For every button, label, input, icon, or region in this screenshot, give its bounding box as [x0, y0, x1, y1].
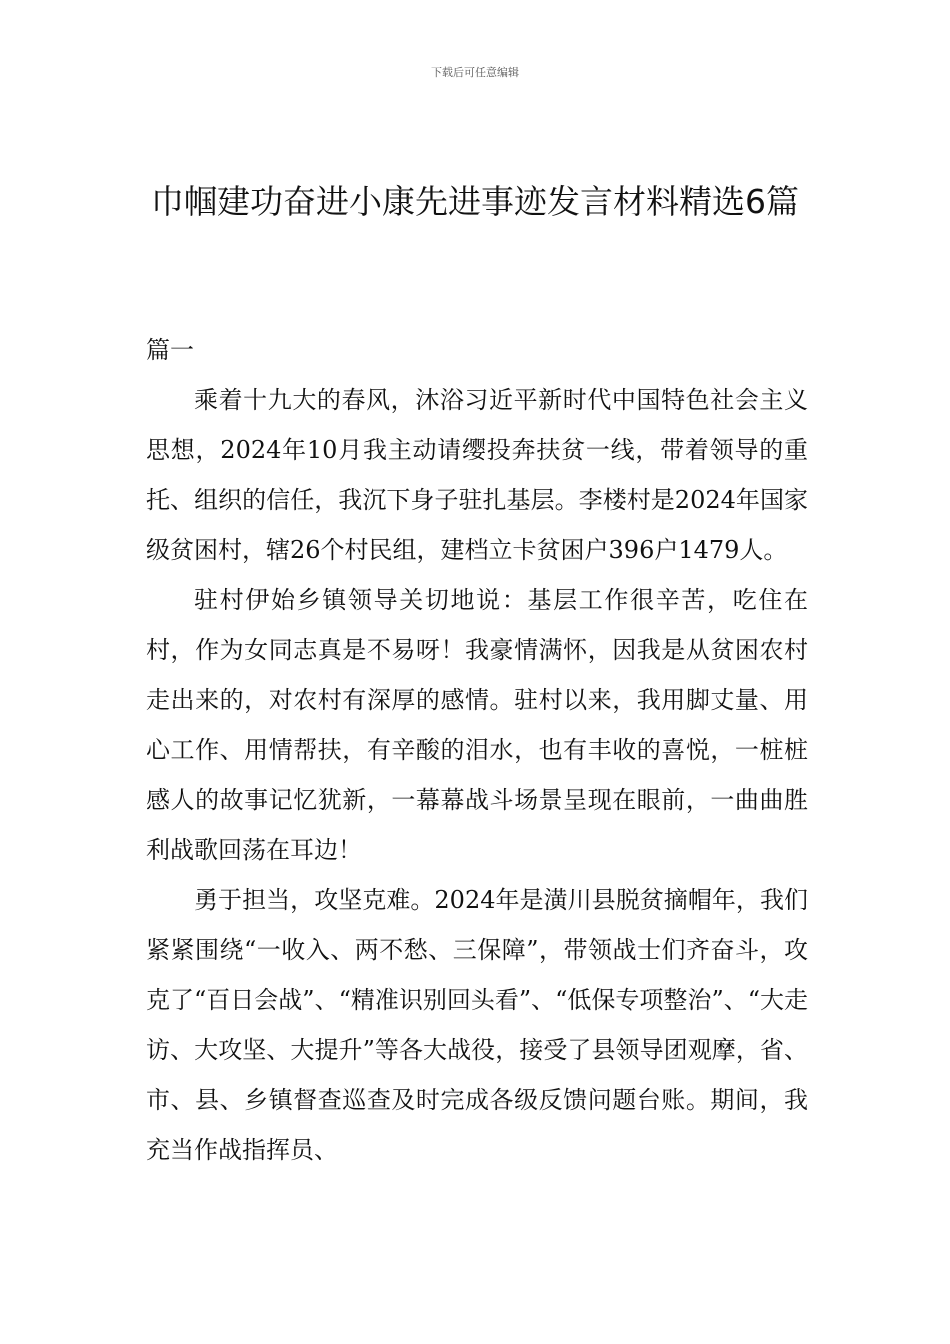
document-title: 巾帼建功奋进小康先进事迹发言材料精选6篇 — [151, 182, 799, 221]
document-body — [146, 325, 808, 1175]
section-label: 篇一 — [146, 336, 194, 364]
paragraph-2: 驻村伊始乡镇领导关切地说：基层工作很辛苦，吃住在村，作为女同志真是不易呀！我豪情满怀，因我是从贫困农村走出来的，对农村有深厚的感情。驻村以来，我用脚丈量、用心工作、用情帮扶，有辛酸的泪水，也有丰收的喜悦，一桩桩感人的故事记忆犹新，一幕幕战斗场景呈现在眼前，一曲曲胜利战歌回荡在耳边！ — [146, 586, 808, 864]
header-note: 下载后可任意编辑 — [431, 66, 519, 79]
paragraph-1: 乘着十九大的春风，沐浴习近平新时代中国特色社会主义思想，2024年10月我主动请缨投奔扶贫一线，带着领导的重托、组织的信任，我沉下身子驻扎基层。李楼村是2024年国家级贫困村，辖26个村民组，建档立卡贫困户396户1479人。 — [146, 386, 808, 564]
paragraph-3: 勇于担当，攻坚克难。2024年是潢川县脱贫摘帽年，我们紧紧围绕“一收入、两不愁、三保障”，带领战士们齐奋斗，攻克了“百日会战”、“精准识别回头看”、“低保专项整治”、“大走访、大攻坚、大提升”等各大战役，接受了县领导团观摩，省、市、县、乡镇督查巡查及时完成各级反馈问题台账。期间，我充当作战指挥员、 — [146, 886, 808, 1164]
